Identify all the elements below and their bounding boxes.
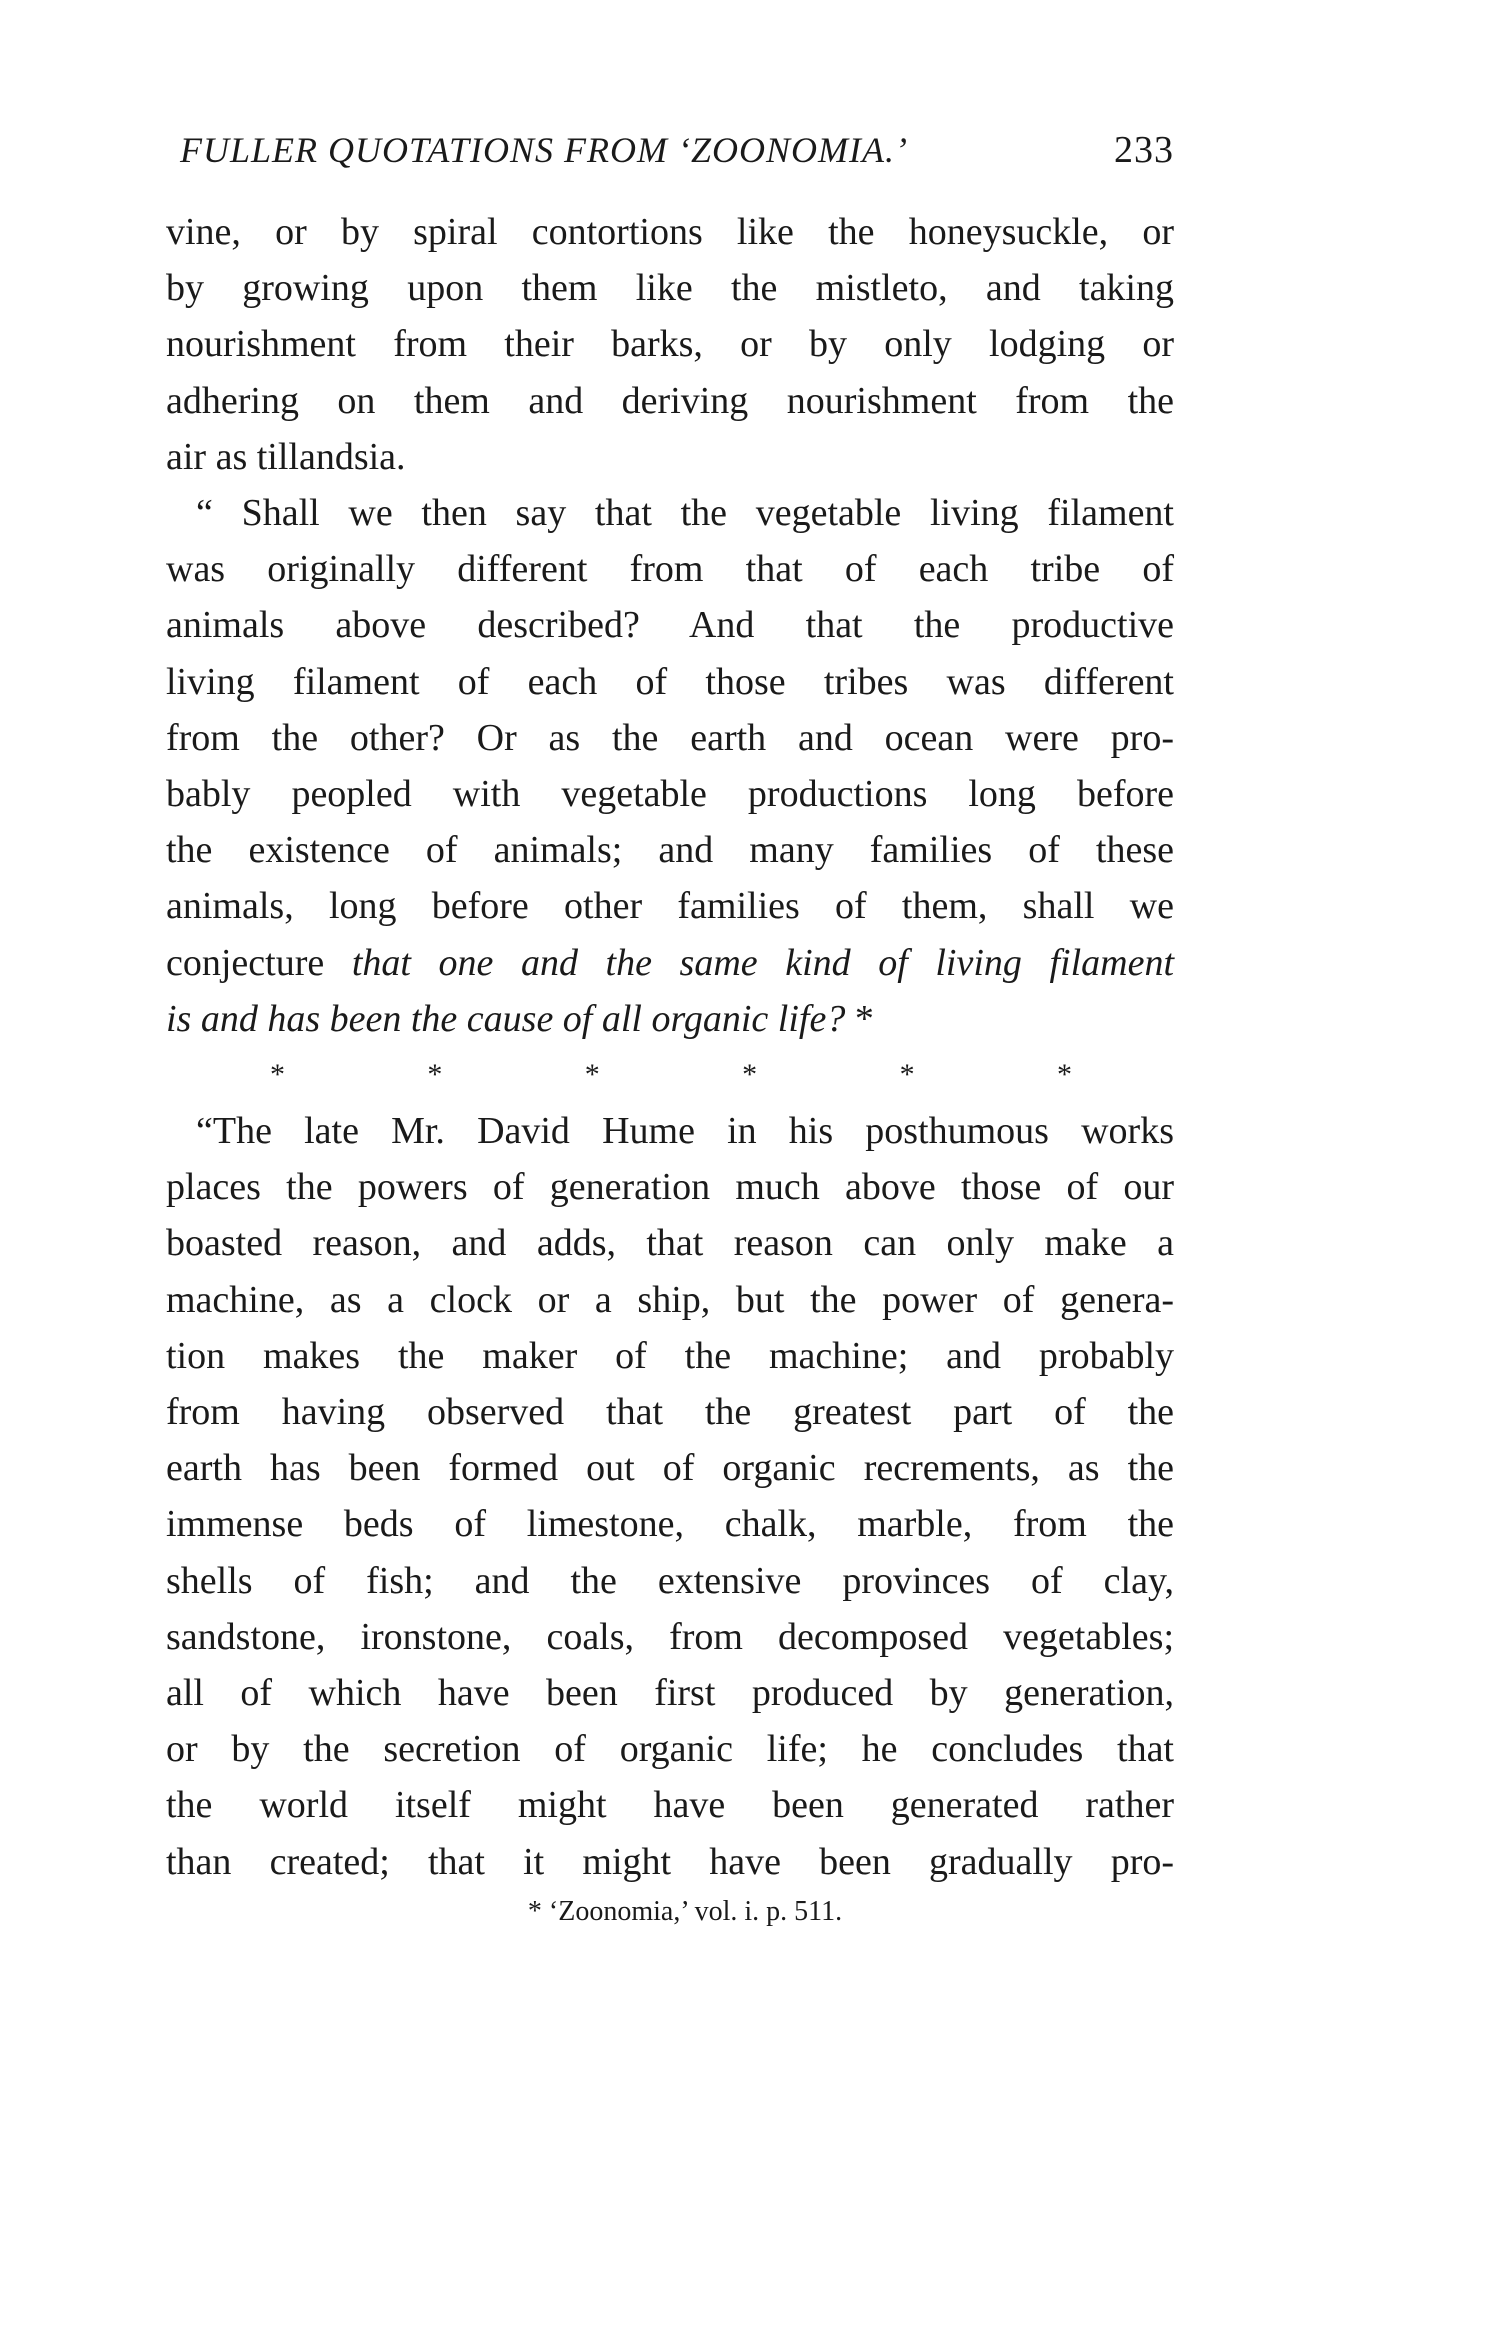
text-line: all of which have been first produced by generation,	[166, 1672, 1174, 1715]
text-line: tion makes the maker of the machine; and probably	[166, 1334, 1174, 1377]
text-line: living filament of each of those tribes was different	[166, 660, 1174, 703]
text-line: from the other? Or as the earth and ocean were pro-	[166, 716, 1174, 759]
book-page	[166, 128, 1174, 1928]
text-line: the world itself might have been generated rather	[166, 1784, 1174, 1827]
text-run: conjecture	[166, 941, 352, 984]
text-line: by growing upon them like the mistleto, and taking	[166, 267, 1174, 310]
paragraph-continued	[166, 204, 1174, 485]
text-line	[166, 991, 1174, 1047]
text-line: adhering on them and deriving nourishment from the	[166, 379, 1174, 422]
text-line: “ Shall we then say that the vegetable living filament	[196, 492, 1174, 535]
text-line: immense beds of limestone, chalk, marble, from the	[166, 1503, 1174, 1546]
text-line: animals above described? And that the productive	[166, 604, 1174, 647]
text-line: was originally different from that of each tribe of	[166, 548, 1174, 591]
text-line: nourishment from their barks, or by only lodging or	[166, 323, 1174, 366]
footnote: * ‘Zoonomia,’ vol. i. p. 511.	[527, 1895, 843, 1927]
asterisk: *	[1056, 1058, 1072, 1092]
text-line	[166, 935, 1174, 991]
asterisk: *	[899, 1058, 915, 1092]
asterisk: *	[584, 1058, 600, 1092]
asterisk: *	[270, 1058, 285, 1092]
running-title: FULLER QUOTATIONS FROM ‘ZOONOMIA.’	[180, 130, 908, 170]
text-line: shells of fish; and the extensive provinces of clay,	[166, 1559, 1174, 1602]
text-line: air as tillandsia.	[166, 435, 406, 478]
text-line: bably peopled with vegetable productions long before	[166, 773, 1174, 816]
text-line: animals, long before other families of them, shall we	[166, 885, 1174, 928]
text-line: earth has been formed out of organic recrements, as the	[166, 1447, 1174, 1490]
paragraph-hume	[166, 1103, 1174, 1890]
running-head	[166, 128, 1174, 192]
text-line: than created; that it might have been gradually pro-	[166, 1840, 1174, 1883]
text-line: places the powers of generation much above those of our	[166, 1166, 1174, 1209]
text-line: the existence of animals; and many families of these	[166, 829, 1174, 872]
asterism-divider	[166, 1047, 1174, 1103]
text-line: boasted reason, and adds, that reason can only make a	[166, 1222, 1174, 1265]
text-line: vine, or by spiral contortions like the honeysuckle, or	[166, 211, 1174, 253]
page-number: 233	[1114, 129, 1174, 171]
asterisk: *	[427, 1058, 443, 1092]
asterisk: *	[742, 1058, 758, 1092]
italic-text: that one and the same kind of living filament	[351, 941, 1174, 984]
text-line: sandstone, ironstone, coals, from decomposed vegetables;	[166, 1615, 1174, 1658]
footnote-marker: *	[845, 997, 874, 1040]
text-line: “The late Mr. David Hume in his posthumous works	[196, 1110, 1174, 1153]
italic-text: is and has been the cause of all organic life?	[166, 997, 846, 1040]
text-line: from having observed that the greatest part of the	[166, 1391, 1174, 1434]
paragraph-shall-we	[166, 485, 1174, 1047]
text-line: or by the secretion of organic life; he concludes that	[166, 1728, 1174, 1771]
text-line: machine, as a clock or a ship, but the power of genera-	[166, 1278, 1174, 1321]
